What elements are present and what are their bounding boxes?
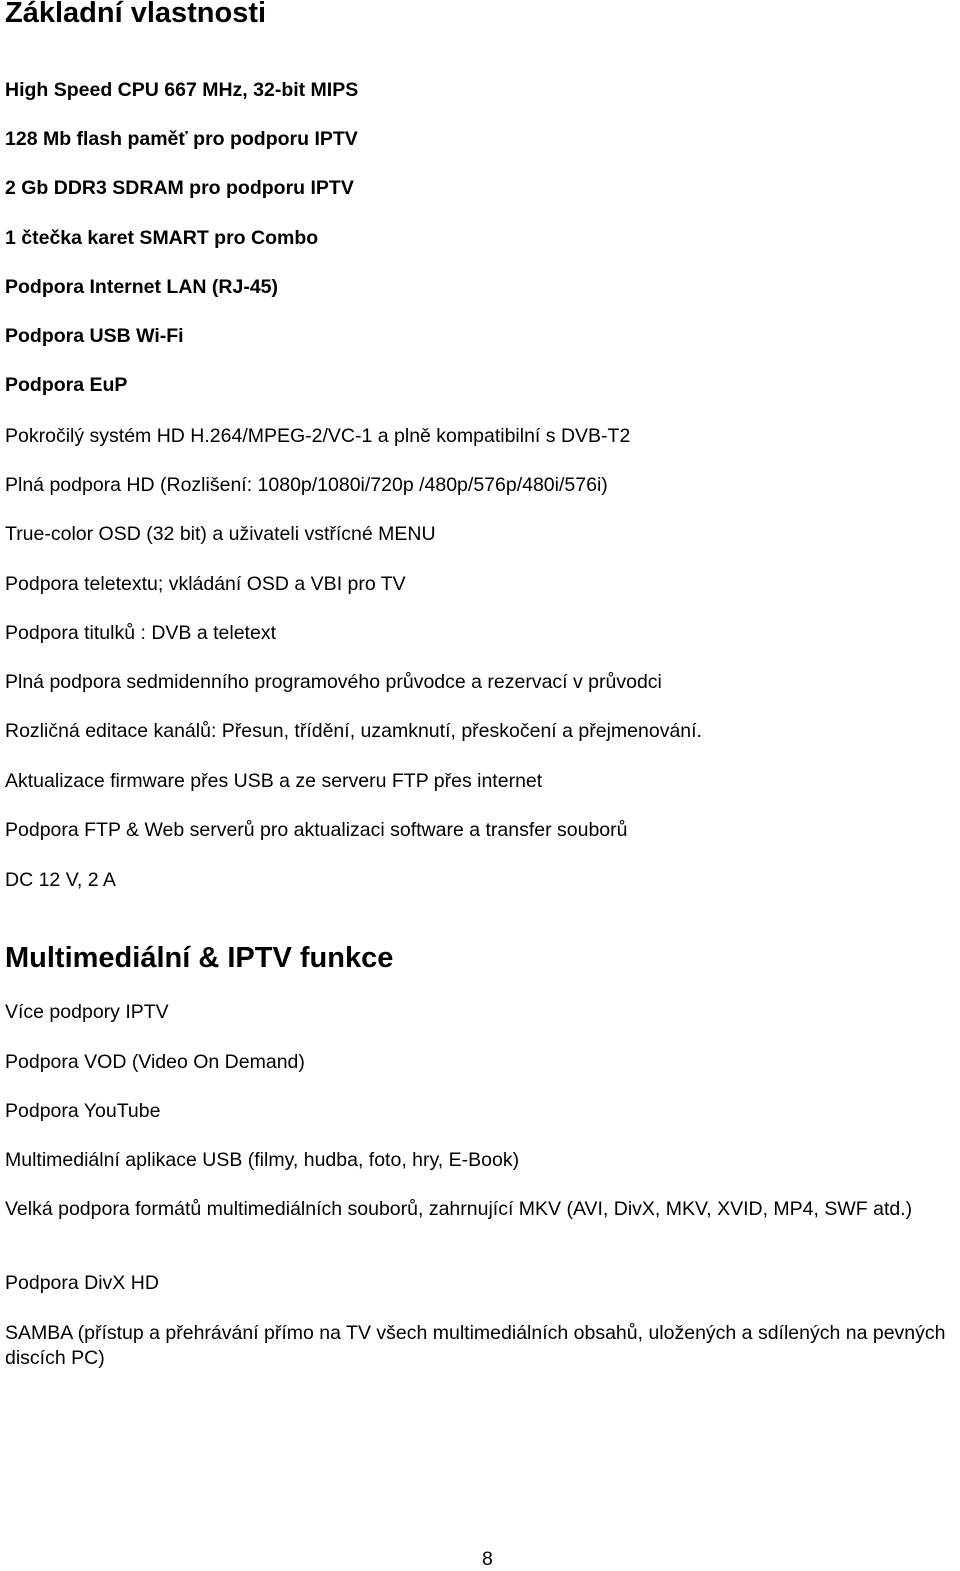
feature-item: 1 čtečka karet SMART pro Combo [5, 227, 319, 249]
section-title-basic-features: Základní vlastnosti [5, 0, 267, 29]
feature-item: Podpora FTP & Web serverů pro aktualizaci software a transfer souborů [5, 819, 628, 841]
feature-item: Podpora USB Wi-Fi [5, 325, 184, 347]
feature-item: Podpora titulků : DVB a teletext [5, 622, 276, 644]
feature-item: DC 12 V, 2 A [5, 869, 116, 891]
feature-item: 128 Mb flash paměť pro podporu IPTV [5, 128, 358, 150]
feature-item: Podpora EuP [5, 374, 128, 396]
feature-item: Více podpory IPTV [5, 1001, 169, 1023]
feature-item: Podpora VOD (Video On Demand) [5, 1051, 305, 1073]
feature-item: Plná podpora HD (Rozlišení: 1080p/1080i/720p /480p/576p/480i/576i) [5, 474, 608, 496]
feature-item: Plná podpora sedmidenního programového průvodce a rezervací v průvodci [5, 671, 662, 693]
feature-item: Multimediální aplikace USB (filmy, hudba, foto, hry, E-Book) [5, 1149, 520, 1171]
feature-item: Rozličná editace kanálů: Přesun, třídění, uzamknutí, přeskočení a přejmenování. [5, 720, 702, 742]
feature-item: Podpora DivX HD [5, 1272, 159, 1294]
feature-item: 2 Gb DDR3 SDRAM pro podporu IPTV [5, 177, 354, 199]
feature-item: SAMBA (přístup a přehrávání přímo na TV všech multimediálních obsahů, uložených a sdílených na pevných discích PC) [5, 1322, 946, 1369]
feature-item: True-color OSD (32 bit) a uživateli vstřícné MENU [5, 523, 436, 545]
feature-item: Pokročilý systém HD H.264/MPEG-2/VC-1 a plně kompatibilní s DVB-T2 [5, 425, 631, 447]
section-title-multimedia-iptv: Multimediální & IPTV funkce [5, 942, 394, 974]
feature-item: High Speed CPU 667 MHz, 32-bit MIPS [5, 79, 359, 101]
feature-item: Podpora YouTube [5, 1100, 161, 1122]
page-number: 8 [482, 1548, 493, 1570]
feature-item: Podpora Internet LAN (RJ-45) [5, 276, 279, 298]
feature-item: Aktualizace firmware přes USB a ze serveru FTP přes internet [5, 770, 543, 792]
feature-item: Podpora teletextu; vkládání OSD a VBI pro TV [5, 573, 406, 595]
feature-item: Velká podpora formátů multimediálních souborů, zahrnující MKV (AVI, DivX, MKV, XVID, MP4, SWF atd.) [5, 1198, 913, 1220]
